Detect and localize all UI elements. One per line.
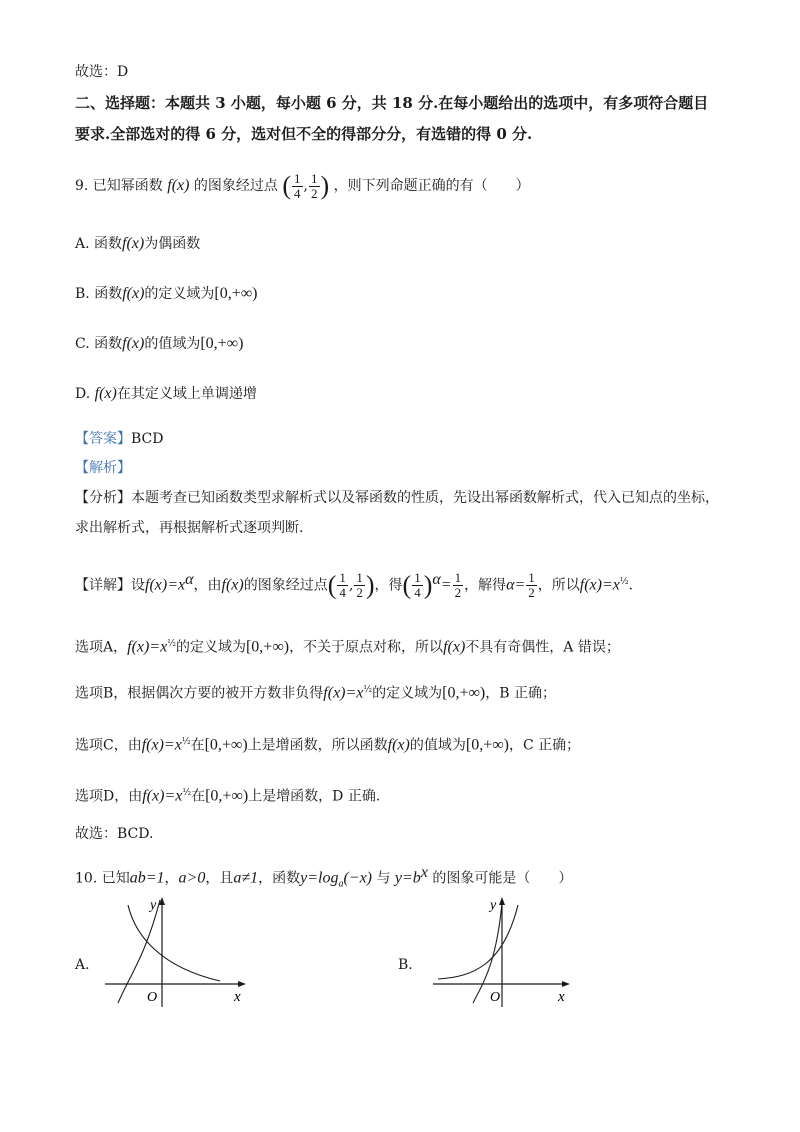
- option-c: C. 函数f(x)的值域为[0,+∞): [75, 335, 244, 352]
- explain-d: 选项D，由$f(x)=x^{\frac{1}{2}}$在[0,+∞)上是增函数，D 正确.: [75, 787, 381, 805]
- analysis-line1: 【分析】本题考查已知函数类型求解析式以及幂函数的性质，先设出幂函数解析式，代入已知点的坐标，: [75, 490, 719, 506]
- explain-c: 选项C，由$f(x)=x^{\frac{1}{2}}$在[0,+∞)上是增函数，所以函数f(x)的值域为[0,+∞)，C 正确；: [75, 736, 581, 754]
- fraction-quarter: $\frac{1}{4}$: [294, 170, 301, 201]
- final-answer: 故选：BCD.: [75, 826, 154, 842]
- option-d: D. f(x)在其定义域上单调递增: [75, 385, 257, 402]
- analysis-tag: 【解析】: [75, 460, 131, 476]
- graph-a-y-label: y: [150, 898, 157, 913]
- prev-answer: 故选：D: [75, 64, 129, 80]
- graph-a-label: A.: [75, 957, 90, 973]
- graph-a-x-label: x: [234, 989, 241, 1005]
- graph-b-x-label: x: [558, 989, 565, 1005]
- section2-heading-line2: 要求.全部选对的得 6 分，选对但不全的得部分分，有选错的得 0 分.: [75, 125, 533, 143]
- graph-b-origin: O: [490, 990, 501, 1005]
- graph-b-y-label: y: [490, 898, 497, 913]
- explain-b: 选项B，根据偶次方要的被开方数非负得$f(x)=x^{\frac{1}{2}}$的定义域为[0,+∞)，B 正确；: [75, 684, 556, 702]
- section2-heading-line1: 二、选择题：本题共 3 小题，每小题 6 分，共 18 分.在每小题给出的选项中，有多项符合题目: [75, 94, 709, 112]
- graph-b: [428, 895, 578, 1010]
- graph-b-label: B.: [398, 957, 413, 973]
- answer-line: 【答案】BCD: [75, 431, 164, 447]
- detail-line: 【详解】设$f(x)=x^\alpha$，由f(x)的图象经过点( $\frac{1}{4}$ , $\frac{1}{2}$ )，得( $\frac{1}{4}$ )$^\alpha$= $\frac{1}{2}$ ，解得α= $\frac{1}{2}$ ，所以$f(x)=x^{\frac{1}{2}}$.: [75, 570, 634, 601]
- fraction-half: $\frac{1}{2}$: [311, 170, 318, 201]
- analysis-line2: 求出解析式，再根据解析式逐项判断.: [75, 520, 304, 536]
- explain-a: 选项A，$f(x)=x^{\frac{1}{2}}$的定义域为[0,+∞)，不关于原点对称，所以f(x)不具有奇偶性，A 错误；: [75, 638, 620, 656]
- graph-a-origin: O: [147, 990, 158, 1005]
- option-b: B. 函数f(x)的定义域为[0,+∞): [75, 285, 258, 302]
- graph-a: [100, 895, 250, 1010]
- option-a: A. 函数f(x)为偶函数: [75, 235, 201, 252]
- question-10: 10. 已知ab=1，a>0，且a≠1，函数$y=\log_a(-x)$ 与 $y=b^x$ 的图象可能是（ ）: [75, 864, 573, 890]
- question-9: 9. 已知幂函数 f(x) 的图象经过点 ( $\frac{1}{4}$ , $\frac{1}{2}$ ) ，则下列命题正确的有（ ）: [75, 170, 530, 201]
